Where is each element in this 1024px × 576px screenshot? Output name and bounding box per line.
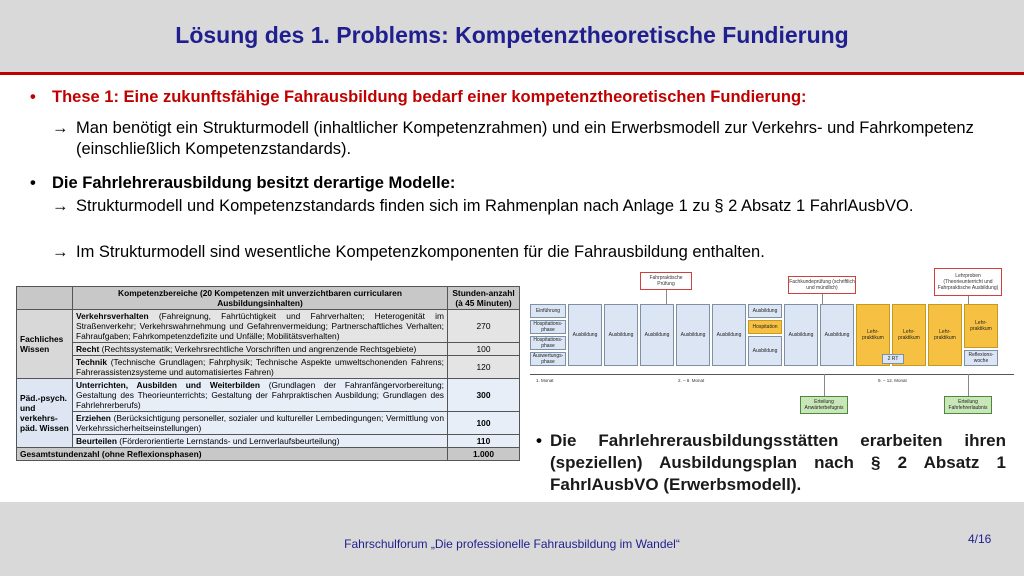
table-cell-hours: 110 xyxy=(448,435,520,448)
plan-block-reflection: Reflexions-woche xyxy=(964,350,998,366)
competence-desc: (Rechtssystematik; Verkehrsrechtliche Vorschriften und angrenzende Rechtsgebiete) xyxy=(99,344,417,354)
table-header-row xyxy=(17,287,520,310)
plan-block-intro: Einführung xyxy=(530,304,566,318)
table-total-hours: 1.000 xyxy=(448,448,520,461)
table-cell-desc xyxy=(73,435,448,448)
table-group-label: Fachliches Wissen xyxy=(17,310,73,379)
plan-block-hospitation: Hospitations-phase xyxy=(530,320,566,334)
bullet-training-schools-text: Die Fahrlehrerausbildungsstätten erarbeiten ihren (speziellen) Ausbildungsplan nach § 2 Absatz 1 FahrlAusbVO (Erwerbsmodell). xyxy=(550,431,1006,494)
competence-name: Technik xyxy=(76,357,108,367)
title-bar xyxy=(0,0,1024,72)
connector-line xyxy=(666,290,667,304)
bullet-dot: • xyxy=(30,88,36,106)
footer-text: Fahrschulforum „Die professionelle Fahrausbildung im Wandel“ xyxy=(344,537,680,551)
table-cell-hours: 100 xyxy=(448,343,520,356)
table-cell-desc xyxy=(73,356,448,379)
page-number: 4/16 xyxy=(968,532,992,546)
table-cell-hours: 300 xyxy=(448,379,520,412)
plan-block-training: Ausbildung xyxy=(784,304,818,366)
table-cell-hours: 120 xyxy=(448,356,520,379)
title-divider xyxy=(0,72,1024,75)
table-cell-hours: 100 xyxy=(448,412,520,435)
connector-line xyxy=(824,374,825,396)
table-cell-hours: 270 xyxy=(448,310,520,343)
sub-bullet-models-text: Man benötigt ein Strukturmodell (inhaltlicher Kompetenzrahmen) und ein Erwerbsmodell zur Verkehrs- und Fahrkompetenz (einschließlich Kompetenzstandards). xyxy=(76,119,974,158)
internship-label: Lehr-praktikum xyxy=(898,329,920,341)
plan-block-hospitation-gold: Hospitation xyxy=(748,320,782,334)
table-cell-desc xyxy=(73,343,448,356)
plan-block-training: Ausbildung xyxy=(820,304,854,366)
plan-block-training: Ausbildung xyxy=(604,304,638,366)
timeline-label: 9. – 12. Monat xyxy=(878,378,907,383)
competence-desc: (Berücksichtigung personeller, sozialer und kultureller Lernbedingungen; Vermittlung von Verkehrssicherheitseinstellungen) xyxy=(76,413,444,433)
bullet-thesis-text: These 1: Eine zukunftsfähige Fahrausbildung bedarf einer kompetenztheoretischen Fundierung: xyxy=(52,88,807,106)
table-header-empty xyxy=(17,287,73,310)
competence-name: Unterrichten, Ausbilden und Weiterbilden xyxy=(76,380,260,390)
table-row xyxy=(17,412,520,435)
competence-desc: (Fahreignung, Fahrtüchtigkeit und Fahrverhalten; Heterogenität im Straßenverkehr; Verkehrswahrnehmung und Gefahrenvermeidung; Partnerschaftliches Verhalten; Fahraufgaben; Fahrkompetenzdefizite und Unfälle; Mobilitätsverhalten) xyxy=(76,311,444,341)
plan-block-training: Ausbildung xyxy=(640,304,674,366)
plan-block-internship: Lehr-praktikum xyxy=(928,304,962,366)
connector-line xyxy=(968,296,969,304)
plan-block-internship: Lehr-praktikum xyxy=(964,304,998,348)
competence-name: Beurteilen xyxy=(76,436,117,446)
arrow-icon: → xyxy=(52,197,69,215)
competence-desc: (Technische Grundlagen; Fahrphysik; Technische Aspekte umweltschonenden Fahrens; Fahrerassistenzsysteme und automatisiertes Fahren) xyxy=(76,357,444,377)
sub-bullet-components-text: Im Strukturmodell sind wesentliche Kompetenzkomponenten für die Fahrausbildung enthalten. xyxy=(76,243,765,261)
plan-block-internship: Lehr-praktikum xyxy=(856,304,890,366)
table-total-row xyxy=(17,448,520,461)
sub-bullet-structure-text: Strukturmodell und Kompetenzstandards finden sich im Rahmenplan nach Anlage 1 zu § 2 Absatz 1 FahrlAusbVO. xyxy=(76,197,914,215)
bullet-training-text: Die Fahrlehrerausbildung besitzt derartige Modelle: xyxy=(52,174,456,192)
bullet-dot: • xyxy=(30,174,36,192)
competence-table xyxy=(16,286,520,461)
plan-block-rt: 2 RT xyxy=(882,354,904,364)
competence-desc: (Grundlagen der Fahranfängervorbereitung; Gestaltung des Theorieunterrichts; Gestaltung der Fahrpraktischen Ausbildung; Grundlagen des Fahrlehrerberufs) xyxy=(76,380,444,410)
note-knowledge-exam: Fachkundeprüfung (schriftlich und mündlich) xyxy=(788,276,856,294)
competence-name: Erziehen xyxy=(76,413,111,423)
plan-block-training: Ausbildung xyxy=(748,304,782,318)
timeline-axis xyxy=(530,374,1014,375)
table-cell-desc xyxy=(73,310,448,343)
table-cell-desc xyxy=(73,412,448,435)
competence-name: Recht xyxy=(76,344,100,354)
timeline-label: 2. – 8. Monat xyxy=(678,378,705,383)
plan-block-training: Ausbildung xyxy=(676,304,710,366)
plan-block-training: Ausbildung xyxy=(712,304,746,366)
table-header-hours: Stunden-anzahl (à 45 Minuten) xyxy=(448,287,520,310)
competence-desc: (Förderorientierte Lernstands- und Lernverlaufsbeurteilung) xyxy=(116,436,340,446)
plan-block-hospitation: Hospitations-phase xyxy=(530,336,566,350)
table-row xyxy=(17,310,520,343)
note-teaching-trials: Lehrproben (Theorieunterricht und Fahrpraktische Ausbildung) xyxy=(934,268,1002,296)
table-row xyxy=(17,343,520,356)
timeline-label: 1. Monat xyxy=(536,378,554,383)
connector-line xyxy=(822,294,823,304)
bullet-dot: • xyxy=(536,431,542,450)
table-group-label: Päd.-psych. und verkehrs-päd. Wissen xyxy=(17,379,73,448)
table-header-area: Kompetenzbereiche (20 Kompetenzen mit unverzichtbaren curricularen Ausbildungsinhalten) xyxy=(73,287,448,310)
plan-block-evaluation: Auswertungs-phase xyxy=(530,352,566,366)
milestone-instructor-license: Erteilung Fahrlehrerlaubnis xyxy=(944,396,992,414)
milestone-candidate-license: Erteilung Anwärterbefugnis xyxy=(800,396,848,414)
plan-block-training: Ausbildung xyxy=(748,336,782,366)
table-cell-desc xyxy=(73,379,448,412)
plan-block-training: Ausbildung xyxy=(568,304,602,366)
table-row xyxy=(17,356,520,379)
training-plan-diagram xyxy=(528,266,1020,416)
arrow-icon: → xyxy=(52,119,69,137)
competence-name: Verkehrsverhalten xyxy=(76,311,149,321)
arrow-icon: → xyxy=(52,243,69,261)
table-row xyxy=(17,435,520,448)
table-total-label: Gesamtstundenzahl (ohne Reflexionsphasen) xyxy=(17,448,448,461)
connector-line xyxy=(968,374,969,396)
slide-title: Lösung des 1. Problems: Kompetenztheoretische Fundierung xyxy=(175,22,849,48)
note-practical-exam: Fahrpraktische Prüfung xyxy=(640,272,692,290)
table-row xyxy=(17,379,520,412)
